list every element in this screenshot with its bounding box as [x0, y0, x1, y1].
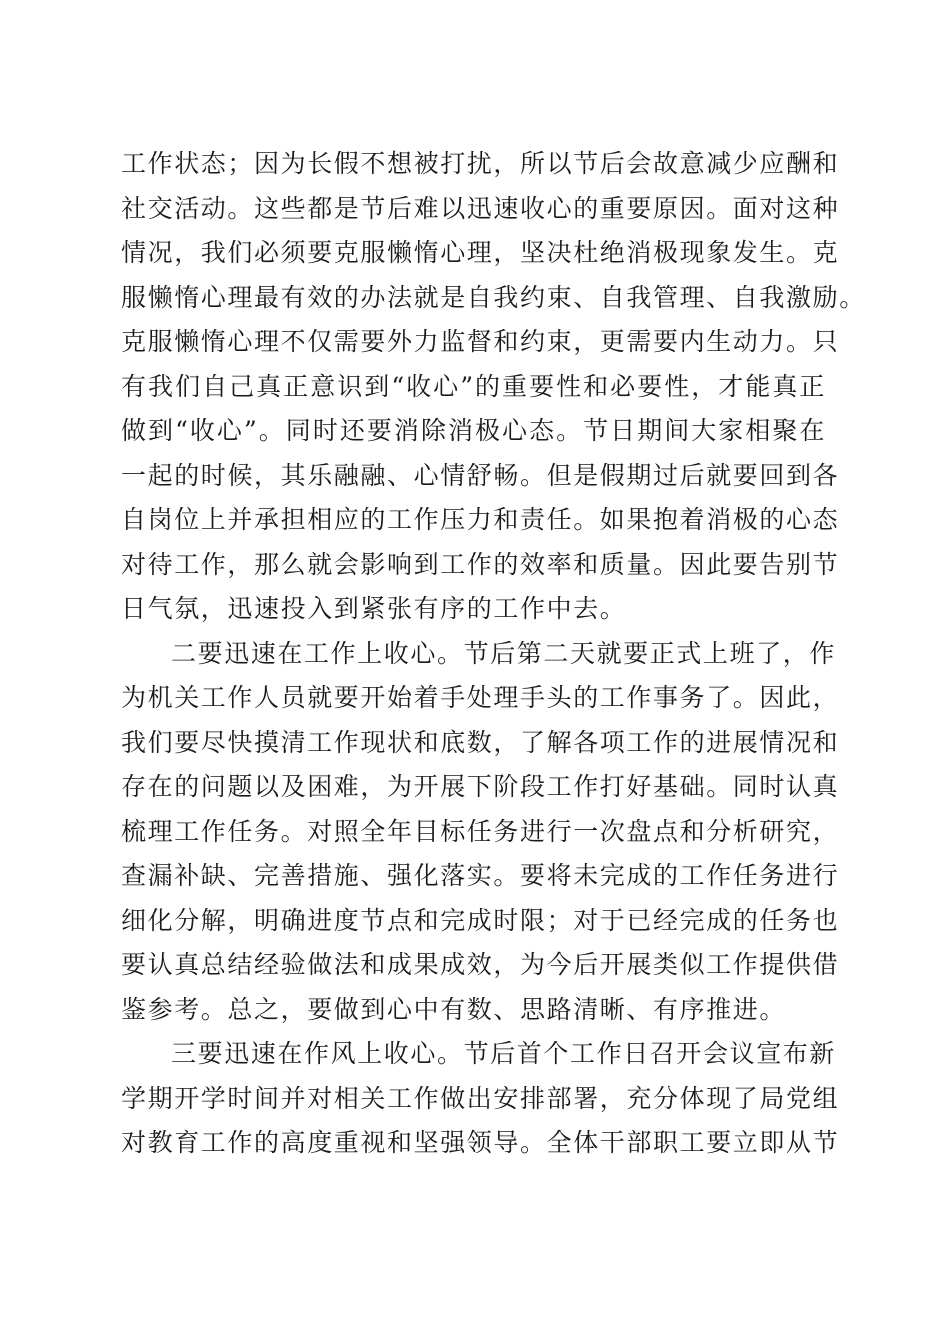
- paragraph-first-line: 三要迅速在作风上收心。节后首个工作日召开会议宣布新: [171, 1039, 837, 1068]
- text-line: 社交活动。这些都是节后难以迅速收心的重要原因。面对这种: [121, 193, 840, 223]
- text-line: 梳理工作任务。对照全年目标任务进行一次盘点和分析研究，: [121, 816, 840, 846]
- text-line: 要认真总结经验做法和成果成效，为今后开展类似工作提供借: [121, 950, 840, 979]
- text-line: 鉴参考。总之，要做到心中有数、思路清晰、有序推进。: [121, 994, 787, 1024]
- text-line: 克服懒惰心理不仅需要外力监督和约束，更需要内生动力。只: [121, 327, 840, 356]
- paragraph-first-line: 二要迅速在工作上收心。节后第二天就要正式上班了，作: [171, 638, 837, 668]
- text-line: 自岗位上并承担相应的工作压力和责任。如果抱着消极的心态: [121, 505, 840, 534]
- text-line: 日气氛，迅速投入到紧张有序的工作中去。: [121, 594, 627, 623]
- text-line: 细化分解，明确进度节点和完成时限；对于已经完成的任务也: [121, 905, 840, 935]
- text-line: 为机关工作人员就要开始着手处理手头的工作事务了。因此，: [121, 683, 840, 712]
- text-line: 做到“收心”。同时还要消除消极心态。节日期间大家相聚在: [121, 416, 826, 445]
- text-line: 存在的问题以及困难，为开展下阶段工作打好基础。同时认真: [121, 772, 840, 801]
- text-line: 对待工作，那么就会影响到工作的效率和质量。因此要告别节: [121, 549, 840, 579]
- text-line: 我们要尽快摸清工作现状和底数，了解各项工作的进展情况和: [121, 727, 840, 757]
- text-line: 学期开学时间并对相关工作做出安排部署，充分体现了局党组: [121, 1083, 840, 1113]
- text-line: 对教育工作的高度重视和坚强领导。全体干部职工要立即从节: [121, 1128, 840, 1157]
- text-line: 工作状态；因为长假不想被打扰，所以节后会故意减少应酬和: [121, 149, 840, 178]
- text-line: 查漏补缺、完善措施、强化落实。要将未完成的工作任务进行: [121, 861, 840, 890]
- text-line: 服懒惰心理最有效的办法就是自我约束、自我管理、自我激励。: [121, 282, 866, 312]
- text-line: 情况，我们必须要克服懒惰心理，坚决杜绝消极现象发生。克: [121, 238, 840, 267]
- text-line: 有我们自己真正意识到“收心”的重要性和必要性，才能真正: [121, 371, 826, 401]
- text-line: 一起的时候，其乐融融、心情舒畅。但是假期过后就要回到各: [121, 460, 840, 490]
- body-text: [121, 142, 866, 1166]
